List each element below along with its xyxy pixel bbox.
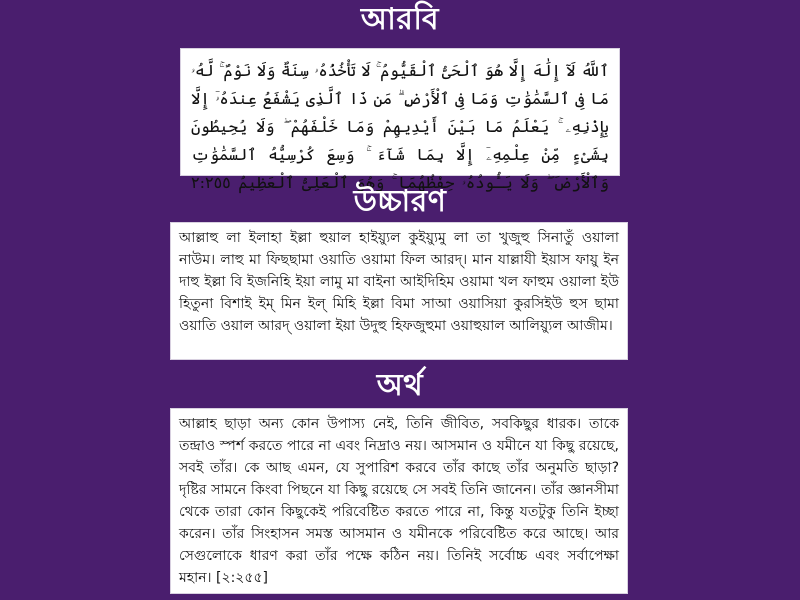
- pronunciation-text: আল্লাহু লা ইলাহা ইল্লা হুয়াল হাইয়্যুল কুইয়্যুমু লা তা খুজুহু সিনাতুঁ ওয়ালা নাউম। লাহু মা ফিছছামা ওয়াতি ওয়ামা ফিল আরদ্। মান যাল্লাযী ইয়াস ফায়ু ইন দাহু ইল্লা বি ইজনিহি ইয়া লামু মা বাইনা আইদিহিম ওয়ামা খল ফাহুম ওয়ালা ইউ হিতুনা বিশাই ইম্ মিন ইল্ মিহি ইল্লা বিমা সাআ ওয়াসিয়া কুরসিইউ হুস ছামা ওয়াতি ওয়াল আরদ্ ওয়ালা ইয়া উদুহু হিফজুহুমা ওয়াহুয়াল আলিয়্যুল আজীম।: [179, 230, 619, 334]
- meaning-text-box: [170, 408, 628, 594]
- heading-pronunciation: উচ্চারণ: [353, 184, 447, 219]
- arabic-verse-text: ٱللَّهُ لَآ إِلَٰهَ إِلَّا هُوَ ٱلْحَىُّ ٱلْقَيُّومُ ۚ لَا تَأْخُذُهُۥ سِنَةٌ وَلَا نَوْمٌ ۚ لَّهُۥ مَا فِى ٱلسَّمَٰوَٰتِ وَمَا فِى ٱلْأَرْضِ ۗ مَن ذَا ٱلَّذِى يَشْفَعُ عِندَهُۥٓ إِلَّا بِإِذْنِهِۦ ۚ يَعْلَمُ مَا بَيْنَ أَيْدِيهِمْ وَمَا خَلْفَهُمْ ۖ وَلَا يُحِيطُونَ بِشَىْءٍ مِّنْ عِلْمِهِۦٓ إِلَّا بِمَا شَآءَ ۚ وَسِعَ كُرْسِيُّهُ ٱلسَّمَٰوَٰتِ وَٱلْأَرْضَ ۖ وَلَا يَـُٔودُهُۥ حِفْظُهُمَا ۚ وَهُوَ ٱلْعَلِىُّ ٱلْعَظِيمُ ٢:٢٥٥: [191, 61, 609, 192]
- arabic-text-box: [180, 48, 620, 192]
- heading-arabic: আরবি: [360, 2, 440, 37]
- heading-meaning: অর্থ: [376, 368, 424, 403]
- meaning-text: আল্লাহ ছাড়া অন্য কোন উপাস্য নেই, তিনি জীবিত, সবকিছুর ধারক। তাকে তন্দ্রাও স্পর্শ করতে পারে না এবং নিদ্রাও নয়। আসমান ও যমীনে যা কিছু রয়েছে, সবই তাঁর। কে আছ এমন, যে সুপারিশ করবে তাঁর কাছে তাঁর অনুমতি ছাড়া? দৃষ্টির সামনে কিংবা পিছনে যা কিছু রয়েছে সে সবই তিনি জানেন। তাঁর জ্ঞানসীমা থেকে তারা কোন কিছুকেই পরিবেষ্টিত করতে পারে না, কিন্তু যতটুকু তিনি ইচ্ছা করেন। তাঁর সিংহাসন সমস্ত আসমান ও যমীনকে পরিবেষ্টিত করে আছে। আর সেগুলোকে ধারণ করা তাঁর পক্ষে কঠিন নয়। তিনিই সর্বোচ্চ এবং সর্বাপেক্ষা মহান। [২:২৫৫]: [179, 416, 619, 586]
- pronunciation-text-box: [170, 222, 628, 360]
